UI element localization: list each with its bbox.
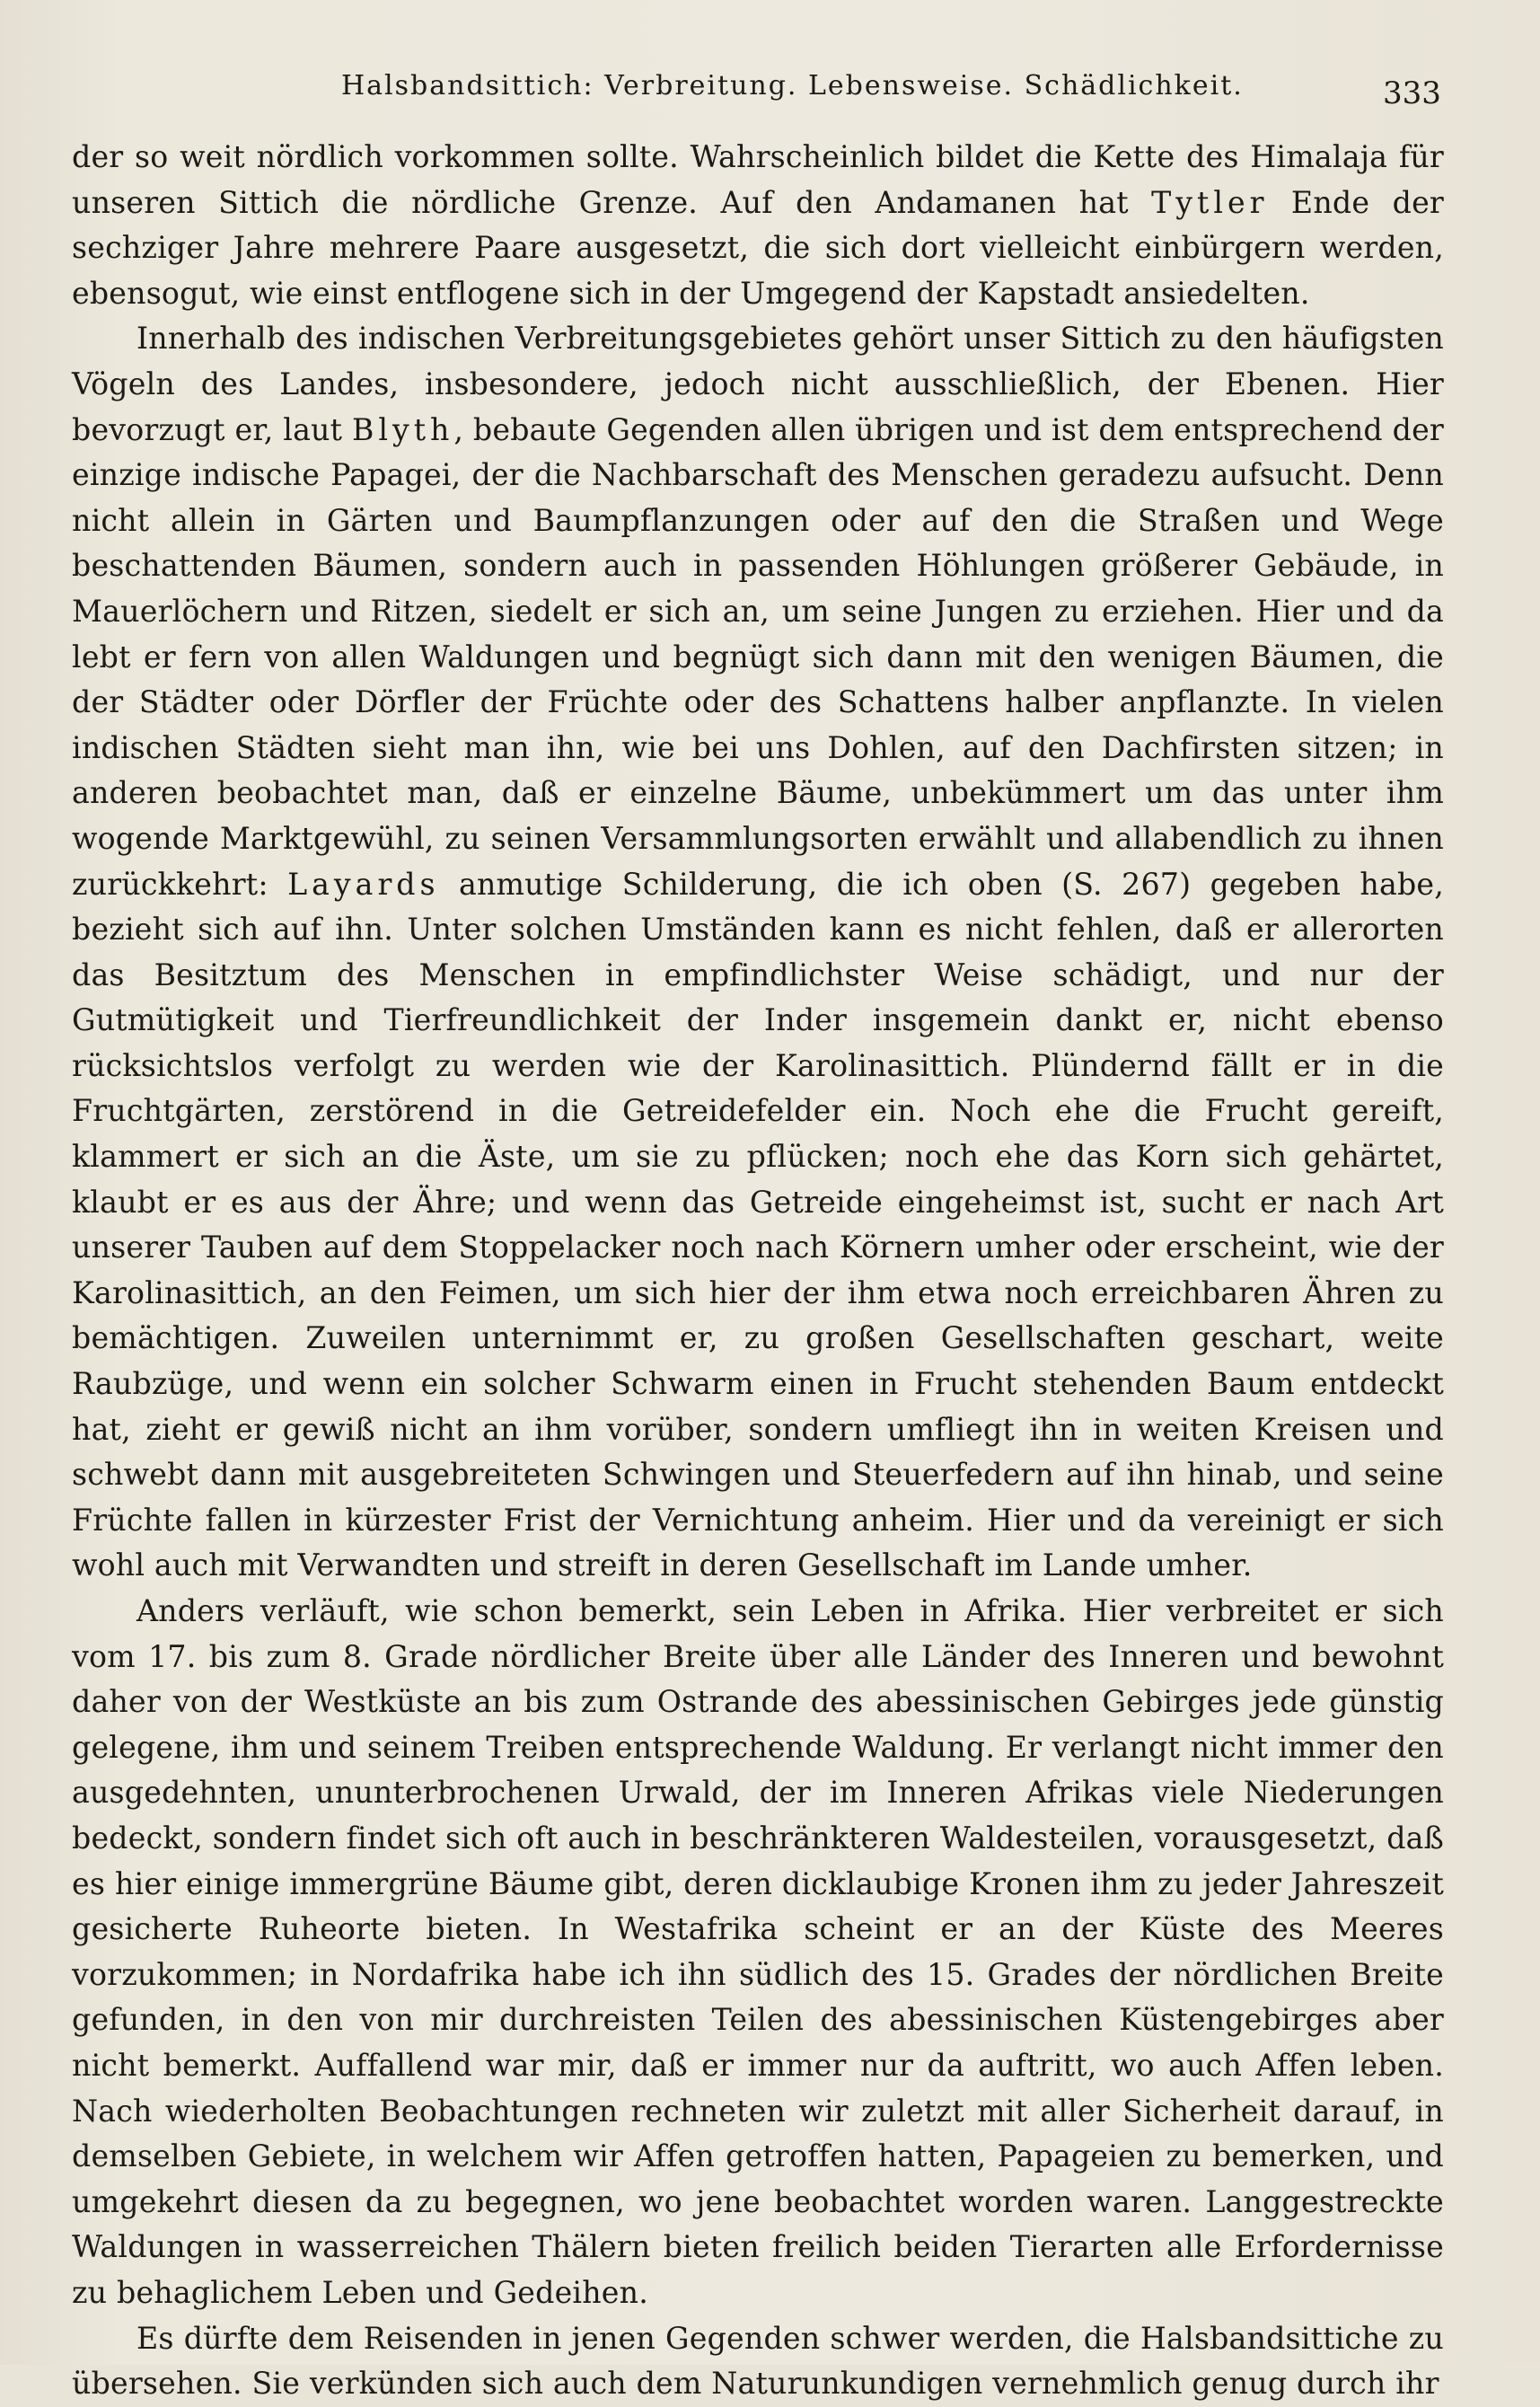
- running-head: Halsbandsittich: Verbreitung. Lebensweise. Schädlichkeit.: [341, 70, 1244, 101]
- paragraph-text: anmutige Schilderung, die ich oben (S. 267) gegeben habe, bezieht sich auf ihn. Unter solchen Umständen kann es nicht fehlen, daß er allerorten das Besitztum des Menschen in empfindlichster Weise schädigt, und nur der Gutmütigkeit und Tierfreundlichkeit der Inder insgemein dankt er, nicht ebenso rücksichtslos verfolgt zu werden wie der Karolinasittich. Plündernd fällt er in die Fruchtgärten, zerstörend in die Getreidefelder ein. Noch ehe die Frucht gereift, klammert er sich an die Äste, um sie zu pflücken; noch ehe das Korn sich gehärtet, klaubt er es aus der Ähre; und wenn das Getreide eingeheimst ist, sucht er nach Art unserer Tauben auf dem Stoppelacker noch nach Körnern umher oder erscheint, wie der Karolinasittich, an den Feimen, um sich hier der ihm etwa noch erreichbaren Ähren zu bemächtigen. Zuweilen unternimmt er, zu großen Gesellschaften geschart, weite Raubzüge, und wenn ein solcher Schwarm einen in Frucht stehenden Baum entdeckt hat, zieht er gewiß nicht an ihm vorüber, sondern umfliegt ihn in weiten Kreisen und schwebt dann mit ausgebreiteten Schwingen und Steuerfedern auf ihn hinab, und seine Früchte fallen in kürzester Frist der Vernichtung anheim. Hier und da vereinigt er sich wohl auch mit Verwandten und streift in deren Gesellschaft im Lande umher.: [72, 866, 1444, 1583]
- page-header: [0, 63, 1540, 117]
- paragraph-4: [72, 2316, 1444, 2407]
- body-text: [72, 135, 1444, 2407]
- paragraph-text: Ende der sechziger Jahre mehrere Paare ausgesetzt, die sich dort vielleicht einbürgern werden, ebensogut, wie einst entflogene sich in der Umgegend der Kapstadt ansiedelten.: [72, 184, 1444, 311]
- paragraph-text: Anders verläuft, wie schon bemerkt, sein Leben in Afrika. Hier verbreitet er sich vom 17. bis zum 8. Grade nördlicher Breite über alle Länder des Inneren und bewohnt daher von der Westküste an bis zum Ostrande des abessinischen Gebirges jede günstig gelegene, ihm und seinem Treiben entsprechende Waldung. Er verlangt nicht immer den ausgedehnten, ununterbrochenen Urwald, der im Inneren Afrikas viele Niederungen bedeckt, sondern findet sich oft auch in beschränkteren Waldesteilen, vorausgesetzt, daß es hier einige immergrüne Bäume gibt, deren dicklaubige Kronen ihm zu jeder Jahreszeit gesicherte Ruheorte bieten. In Westafrika scheint er an der Küste des Meeres vorzukommen; in Nordafrika habe ich ihn südlich des 15. Grades der nördlichen Breite gefunden, in den von mir durchreisten Teilen des abessinischen Küstengebirges aber nicht bemerkt. Auffallend war mir, daß er immer nur da auftritt, wo auch Affen leben. Nach wiederholten Beobachtungen rechneten wir zuletzt mit aller Sicherheit darauf, in demselben Gebiete, in welchem wir Affen getroffen hatten, Papageien zu bemerken, und umgekehrt diesen da zu begegnen, wo jene beobachtet worden waren. Langgestreckte Waldungen in wasserreichen Thälern bieten freilich beiden Tierarten alle Erfordernisse zu behaglichem Leben und Gedeihen.: [72, 1593, 1444, 2310]
- paragraph-1: [72, 135, 1444, 316]
- paragraph-2: [72, 316, 1444, 1589]
- author-name-layard: Layards: [287, 866, 440, 902]
- author-name-tytler: Tytler: [1151, 184, 1269, 220]
- paragraph-text: der so weit nördlich vorkommen sollte. Wahrscheinlich bildet die Kette des Himalaja für unseren Sittich die nördliche Grenze. Auf den Andamanen hat: [72, 139, 1444, 220]
- paragraph-text: Innerhalb des indischen Verbreitungsgebietes gehört unser Sittich zu den häufigsten Vögeln des Landes, insbesondere, jedoch nicht ausschließlich, der Ebenen. Hier bevorzugt er, laut: [72, 321, 1444, 447]
- paragraph-3: [72, 1589, 1444, 2316]
- paragraph-text: , bebaute Gegenden allen übrigen und ist dem entsprechend der einzige indische Papagei, der die Nachbarschaft des Menschen geradezu aufsucht. Denn nicht allein in Gärten und Baumpflanzungen oder auf den die Straßen und Wege beschattenden Bäumen, sondern auch in passenden Höhlungen größerer Gebäude, in Mauerlöchern und Ritzen, siedelt er sich an, um seine Jungen zu erziehen. Hier und da lebt er fern von allen Waldungen und begnügt sich dann mit den wenigen Bäumen, die der Städter oder Dörfler der Früchte oder des Schattens halber anpflanzte. In vielen indischen Städten sieht man ihn, wie bei uns Dohlen, auf den Dachfirsten sitzen; in anderen beobachtet man, daß er einzelne Bäume, unbekümmert um das unter ihm wogende Marktgewühl, zu seinen Versammlungsorten erwählt und allabendlich zu ihnen zurückkehrt:: [72, 411, 1444, 902]
- paragraph-text: Es dürfte dem Reisenden in jenen Gegenden schwer werden, die Halsbandsittiche zu übersehen. Sie verkünden sich auch dem Naturunkundigen vernehmlich genug durch ihr: [72, 2320, 1444, 2402]
- author-name-blyth: Blyth: [351, 411, 454, 447]
- page-number: 333: [1383, 75, 1441, 111]
